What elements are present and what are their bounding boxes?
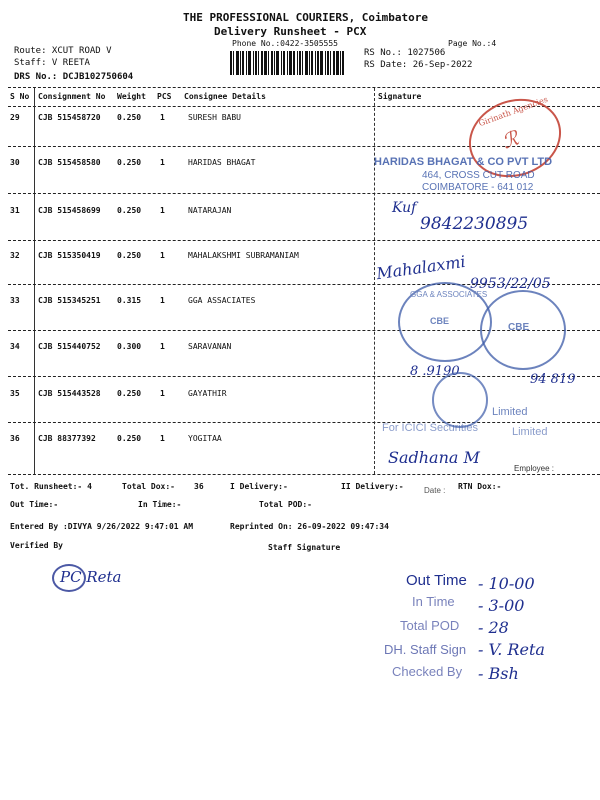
table-row-sno: 29 bbox=[10, 113, 20, 122]
col-header-consignment: Consignment No bbox=[38, 92, 106, 101]
barcode bbox=[230, 51, 358, 75]
table-bottom-rule bbox=[8, 474, 600, 475]
row-rule bbox=[8, 376, 600, 377]
summary-label-staff-sign: DH. Staff Sign bbox=[384, 642, 467, 657]
table-row-weight: 0.250 bbox=[117, 434, 142, 443]
staff-signature-label: Staff Signature bbox=[268, 543, 341, 552]
verified-signature: PC Reta bbox=[60, 568, 122, 586]
total-dox-label: Total Dox:- bbox=[122, 482, 175, 491]
row-rule bbox=[8, 240, 600, 241]
col-header-pcs: PCS bbox=[157, 92, 172, 101]
table-row-consignee: GGA ASSACIATES bbox=[188, 296, 256, 305]
haridas-stamp-line2: 464, CROSS CUT ROAD bbox=[422, 170, 535, 181]
table-row-pcs: 1 bbox=[160, 434, 165, 443]
table-row-consignment: CJB 88377392 bbox=[38, 434, 96, 443]
limited-stamp-text1: Limited bbox=[492, 406, 528, 418]
row34-handwritten-note: 8 .9190 bbox=[410, 364, 460, 379]
table-row-pcs: 1 bbox=[160, 296, 165, 305]
verified-by: Verified By bbox=[10, 541, 63, 550]
gga-stamp-city: CBE bbox=[430, 316, 450, 326]
i-delivery: I Delivery:- bbox=[230, 482, 288, 491]
total-dox-value: 36 bbox=[194, 482, 204, 491]
col-header-signature: Signature bbox=[378, 92, 422, 101]
girinath-stamp-text: Girinath Agencies bbox=[477, 94, 550, 129]
out-time: Out Time:- bbox=[10, 500, 59, 509]
table-row-pcs: 1 bbox=[160, 113, 165, 122]
reprinted-on: Reprinted On: 26-09-2022 09:47:34 bbox=[230, 522, 389, 531]
table-row-consignee: SURESH BABU bbox=[188, 113, 241, 122]
row-rule bbox=[8, 422, 600, 423]
total-pod: Total POD:- bbox=[259, 500, 312, 509]
entered-by: Entered By :DIVYA 9/26/2022 9:47:01 AM bbox=[10, 522, 194, 531]
date-label: Date : bbox=[424, 486, 446, 495]
haridas-stamp-line1: HARIDAS BHAGAT & CO PVT LTD bbox=[374, 156, 553, 168]
table-row-sno: 31 bbox=[10, 206, 20, 215]
table-top-rule bbox=[8, 87, 600, 88]
table-row-pcs: 1 bbox=[160, 342, 165, 351]
col-header-weight: Weight bbox=[117, 92, 146, 101]
haridas-stamp-line3: COIMBATORE - 641 012 bbox=[422, 182, 534, 193]
summary-value-checked-by: - Bsh bbox=[478, 664, 519, 683]
table-row-sno: 35 bbox=[10, 389, 20, 398]
table-row-weight: 0.300 bbox=[117, 342, 142, 351]
table-row-sno: 33 bbox=[10, 296, 20, 305]
row36-signature: Sadhana M bbox=[388, 448, 480, 467]
total-runsheet: Tot. Runsheet:- 4 bbox=[10, 482, 92, 491]
table-row-consignee: SARAVANAN bbox=[188, 342, 232, 351]
table-row-consignee: HARIDAS BHAGAT bbox=[188, 158, 256, 167]
pincode-stamp bbox=[432, 372, 488, 428]
table-row-weight: 0.250 bbox=[117, 206, 142, 215]
document-title: Delivery Runsheet - PCX bbox=[214, 25, 367, 38]
row-rule bbox=[8, 193, 600, 194]
summary-label-in-time: In Time bbox=[412, 594, 455, 609]
limited-stamp-text2: Limited bbox=[512, 426, 548, 438]
table-row-weight: 0.315 bbox=[117, 296, 142, 305]
rs-date: RS Date: 26-Sep-2022 bbox=[364, 60, 473, 70]
table-row-consignment: CJB 515458720 bbox=[38, 113, 101, 122]
row32-phone-handwritten: 9953/22/05 bbox=[470, 276, 551, 292]
page-number: Page No.:4 bbox=[448, 39, 497, 48]
gga-stamp bbox=[398, 282, 492, 362]
table-row-consignee: GAYATHIR bbox=[188, 389, 227, 398]
col-header-sno: S No bbox=[10, 92, 30, 101]
table-row-sno: 30 bbox=[10, 158, 20, 167]
gga-stamp-text: GGA & ASSOCIATES bbox=[410, 290, 488, 299]
girinath-initials-icon: ℛ bbox=[498, 125, 522, 154]
summary-label-out-time: Out Time bbox=[406, 572, 467, 589]
table-row-consignee: MAHALAKSHMI SUBRAMANIAM bbox=[188, 251, 299, 260]
table-row-pcs: 1 bbox=[160, 251, 165, 260]
table-row-weight: 0.250 bbox=[117, 113, 142, 122]
company-name: THE PROFESSIONAL COURIERS, Coimbatore bbox=[183, 11, 429, 24]
table-row-pcs: 1 bbox=[160, 389, 165, 398]
rs-number: RS No.: 1027506 bbox=[364, 48, 446, 58]
table-row-consignment: CJB 515458699 bbox=[38, 206, 101, 215]
table-row-weight: 0.250 bbox=[117, 158, 142, 167]
table-row-pcs: 1 bbox=[160, 206, 165, 215]
row32-signature: Mahalaxmi bbox=[375, 251, 467, 284]
table-row-consignment: CJB 515345251 bbox=[38, 296, 101, 305]
rtn-dox: RTN Dox:- bbox=[458, 482, 502, 491]
row31-initials: Kuf bbox=[392, 200, 417, 216]
table-row-consignment: CJB 515458580 bbox=[38, 158, 101, 167]
table-row-sno: 36 bbox=[10, 434, 20, 443]
summary-value-staff-sign: - V. Reta bbox=[478, 640, 545, 659]
row31-phone-handwritten: 9842230895 bbox=[420, 214, 529, 234]
table-row-consignment: CJB 515350419 bbox=[38, 251, 101, 260]
summary-label-checked-by: Checked By bbox=[392, 664, 463, 679]
employee-label: Employee : bbox=[514, 464, 555, 473]
summary-value-total-pod: - 28 bbox=[478, 618, 509, 637]
table-row-consignee: NATARAJAN bbox=[188, 206, 232, 215]
table-row-weight: 0.250 bbox=[117, 251, 142, 260]
in-time: In Time:- bbox=[138, 500, 182, 509]
table-row-sno: 32 bbox=[10, 251, 20, 260]
row34-handwritten-note2: 94 819 bbox=[530, 372, 576, 387]
second-stamp-city: CBE bbox=[508, 322, 530, 333]
ii-delivery: II Delivery:- bbox=[341, 482, 404, 491]
route: Route: XCUT ROAD V bbox=[14, 46, 112, 56]
drs-number: DRS No.: DCJB102750604 bbox=[14, 72, 134, 82]
table-row-consignment: CJB 515443528 bbox=[38, 389, 101, 398]
table-row-consignee: YOGITAA bbox=[188, 434, 222, 443]
summary-value-out-time: - 10-00 bbox=[478, 574, 535, 593]
second-round-stamp bbox=[480, 290, 566, 370]
summary-label-total-pod: Total POD bbox=[400, 618, 460, 633]
company-stamp-text: For ICICI Securities bbox=[382, 422, 478, 434]
table-row-consignment: CJB 515440752 bbox=[38, 342, 101, 351]
staff: Staff: V REETA bbox=[14, 58, 90, 68]
phone-number: Phone No.:0422-3505555 bbox=[232, 39, 338, 48]
table-row-sno: 34 bbox=[10, 342, 20, 351]
table-row-weight: 0.250 bbox=[117, 389, 142, 398]
summary-value-in-time: - 3-00 bbox=[478, 596, 525, 615]
col-header-consignee: Consignee Details bbox=[184, 92, 266, 101]
table-row-pcs: 1 bbox=[160, 158, 165, 167]
